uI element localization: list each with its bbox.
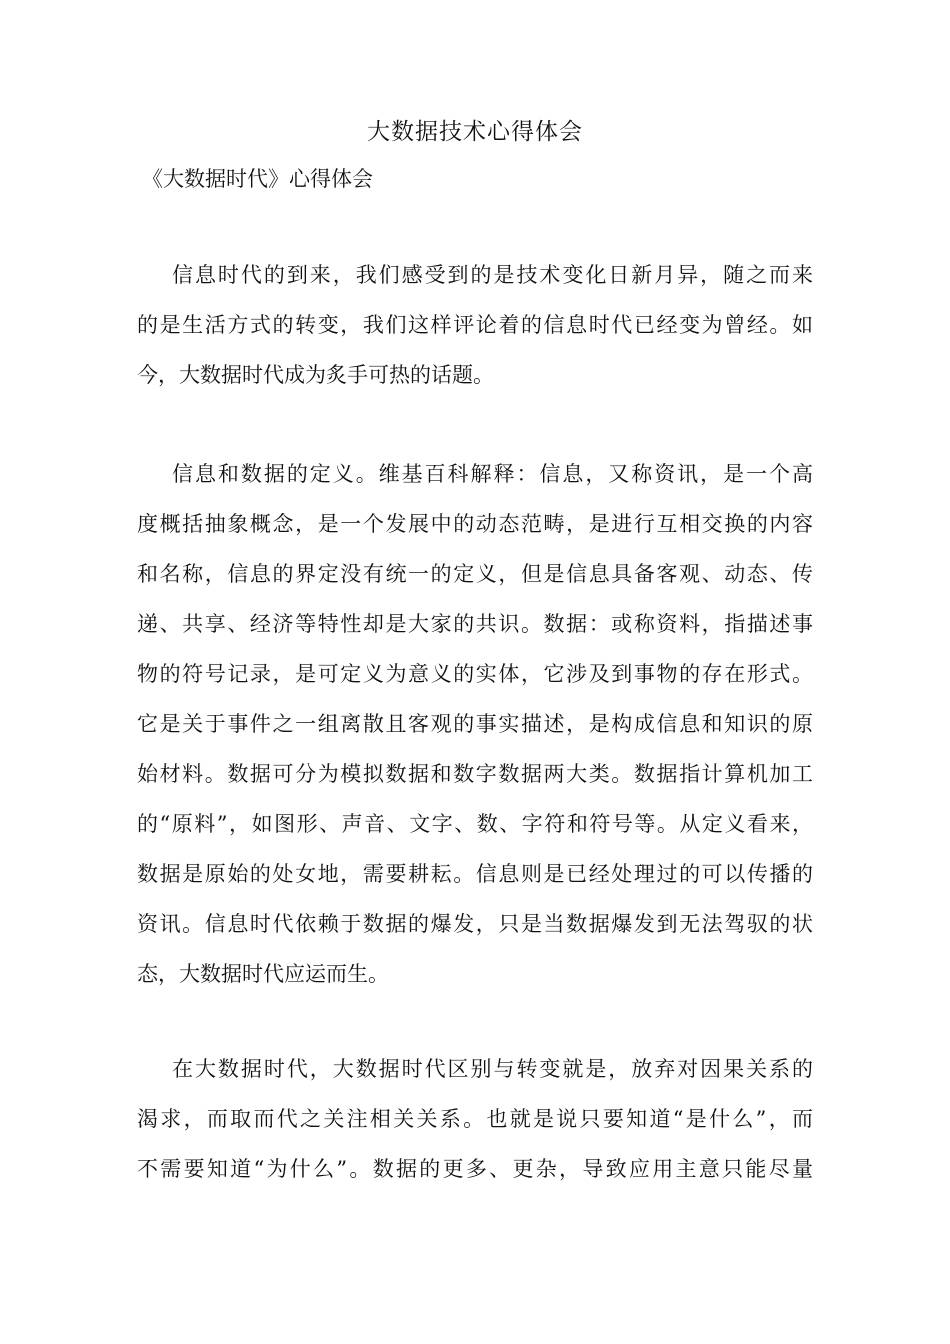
document-title: 大数据技术心得体会 [367, 119, 583, 145]
paragraph-line: 渴求，而取而代之关注相关关系。也就是说只要知道“是什么”，而 [137, 1107, 813, 1131]
paragraph-line: 始材料。数据可分为模拟数据和数字数据两大类。数据指计算机加工 [137, 762, 813, 786]
paragraph-line: 它是关于事件之一组离散且客观的事实描述，是构成信息和知识的原 [137, 712, 813, 736]
paragraph-line: 递、共享、经济等特性却是大家的共识。数据：或称资料，指描述事 [137, 612, 813, 636]
paragraph-line: 今，大数据时代成为炙手可热的话题。 [137, 363, 494, 387]
paragraph-line: 度概括抽象概念，是一个发展中的动态范畴，是进行互相交换的内容 [137, 512, 813, 536]
paragraph-line: 信息时代的到来，我们感受到的是技术变化日新月异，随之而来 [172, 263, 813, 287]
paragraph-line: 和名称，信息的界定没有统一的定义，但是信息具备客观、动态、传 [137, 562, 813, 586]
paragraph-line: 的是生活方式的转变，我们这样评论着的信息时代已经变为曾经。如 [137, 313, 813, 337]
paragraph-line: 数据是原始的处女地，需要耕耘。信息则是已经处理过的可以传播的 [137, 862, 813, 886]
paragraph [137, 457, 813, 1007]
paragraph-line: 的“原料”，如图形、声音、文字、数、字符和符号等。从定义看来， [137, 812, 813, 836]
paragraph-line: 在大数据时代，大数据时代区别与转变就是，放弃对因果关系的 [172, 1057, 813, 1081]
paragraph-line: 资讯。信息时代依赖于数据的爆发，只是当数据爆发到无法驾驭的状 [137, 912, 813, 936]
document-subtitle: 《大数据时代》心得体会 [142, 167, 373, 191]
paragraph-line: 不需要知道“为什么”。数据的更多、更杂，导致应用主意只能尽量 [137, 1157, 813, 1181]
paragraph-line: 物的符号记录，是可定义为意义的实体，它涉及到事物的存在形式。 [137, 662, 813, 686]
paragraph [137, 1052, 813, 1202]
paragraph-line: 态，大数据时代应运而生。 [137, 962, 389, 986]
paragraph-line: 信息和数据的定义。维基百科解释：信息，又称资讯，是一个高 [172, 462, 813, 486]
paragraph [137, 258, 813, 408]
